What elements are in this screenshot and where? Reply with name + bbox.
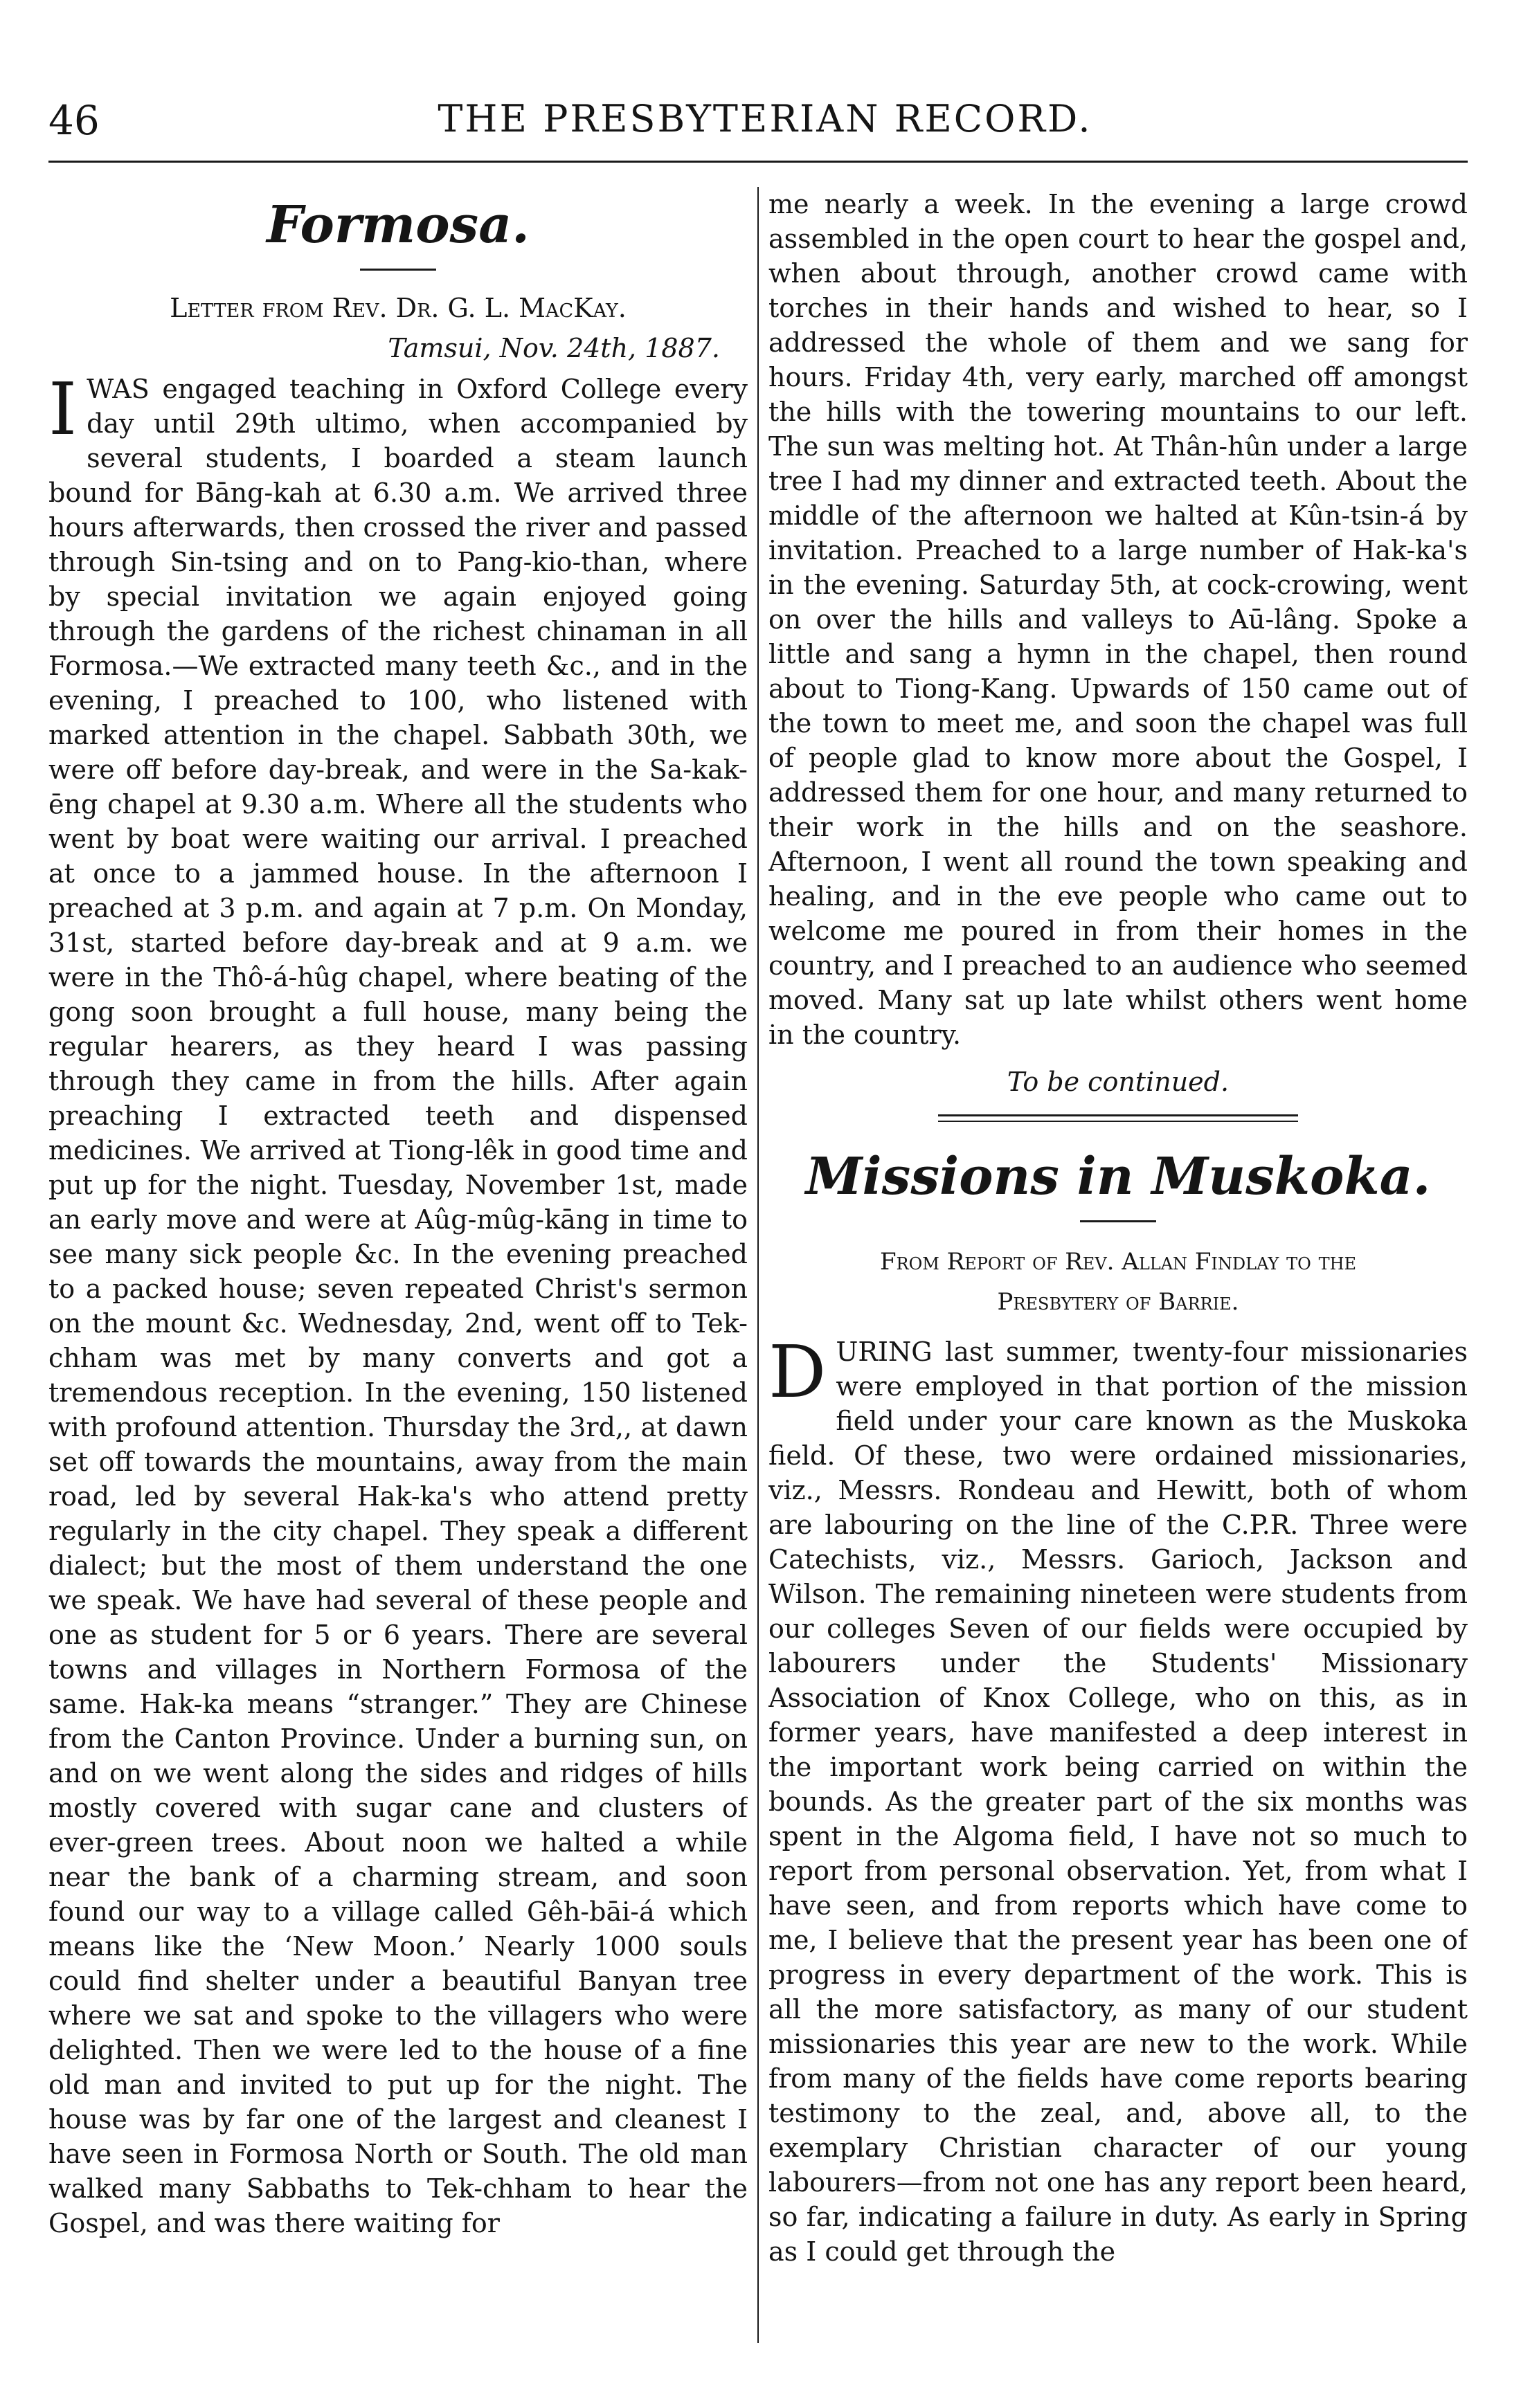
muskoka-text: URING last summer, twenty-four missionaries were employed in that portion of the mission field under your care known as the Muskoka field. Of these, two were ordained missionaries, viz., Messrs. Rondeau and Hewitt, both of whom are labouring on the line of the C.P.R. Three were Catechists, viz., Messrs. Garioch, Jackson and Wilson. The remaining nineteen were students from our colleges Seven of our fields were occupied by labourers under the Students' Missionary Association of Knox College, who on this, as in former years, have manifested a deep interest in the important work being carried on within the bounds. As the greater part of the six months was spent in the Algoma field, I have not so much to report from personal observation. Yet, from what I have seen, and from reports which have come to me, I believe that the present year has been one of progress in every department of the work. This is all the more satisfactory, as many of our student missionaries this year are new to the work. While from many of the fields have come reports bearing testimony to the zeal, and, above all, to the exemplary Christian character of our young labourers—from not one has any report been heard, so far, indicating a failure in duty. As early in Spring as I could get through the: [768, 1337, 1468, 2267]
letter-dateline: Tamsui, Nov. 24th, 1887.: [388, 333, 720, 363]
report-heading-line2: Presbytery of Barrie.: [997, 1288, 1239, 1316]
title-rule: [1080, 1220, 1156, 1222]
column-divider: [757, 187, 759, 2343]
muskoka-body: [768, 1330, 1468, 2269]
drop-cap: D: [768, 1330, 827, 1414]
left-column: [48, 187, 748, 2346]
formosa-body-left: [48, 367, 748, 2240]
title-rule: [360, 269, 436, 271]
report-heading: [768, 1242, 1468, 1322]
formosa-text-left: WAS engaged teaching in Oxford College every day until 29th ultimo, when accompanied by several students, I boarded a steam launch bound for Bāng-kah at 6.30 a.m. We arrived three hours afterwards, then crossed the river and passed through Sin-tsing and on to Pang-kio-than, where by special invitation we again enjoyed going through the gardens of the richest chinaman in all Formosa.—We extracted many teeth &c., and in the evening, I preached to 100, who listened with marked attention in the chapel. Sabbath 30th, we were off before day-break, and were in the Sa-kak-ēng chapel at 9.30 a.m. Where all the students who went by boat were waiting our arrival. I preached at once to a jammed house. In the afternoon I preached at 3 p.m. and again at 7 p.m. On Monday, 31st, started before day-break and at 9 a.m. we were in the Thô-á-hûg chapel, where beating of the gong soon brought a full house, many being the regular hearers, as they heard I was passing through they came in from the hills. After again preaching I extracted teeth and dispensed medicines. We arrived at Tiong-lêk in good time and put up for the night. Tuesday, November 1st, made an early move and were at Aûg-mûg-kāng in time to see many sick people &c. In the evening preached to a packed house; seven repeated Christ's sermon on the mount &c. Wednesday, 2nd, went off to Tek-chham was met by many converts and got a tremendous reception. In the evening, 150 listened with profound attention. Thursday the 3rd,, at dawn set off towards the mountains, away from the main road, led by several Hak-ka's who attend pretty regularly in the city chapel. They speak a different dialect; but the most of them understand the one we speak. We have had several of these people and one as student for 5 or 6 years. There are several towns and villages in Northern Formosa of the same. Hak-ka means “stranger.” They are Chinese from the Canton Province. Under a burning sun, on and on we went along the sides and ridges of hills mostly covered with sugar cane and clusters of ever-green trees. About noon we halted a while near the bank of a charming stream, and soon found our way to a village called Gêh-bāi-á which means like the ‘New Moon.’ Nearly 1000 souls could find shelter under a beautiful Banyan tree where we sat and spoke to the villagers who were delighted. Then we were led to the house of a fine old man and invited to put up for the night. The house was by far one of the largest and cleanest I have seen in Formosa North or South. The old man walked many Sabbaths to Tek-chham to hear the Gospel, and was there waiting for: [48, 374, 748, 2238]
formosa-section-title: Formosa.: [267, 195, 530, 255]
letter-byline: Letter from Rev. Dr. G. L. MacKay.: [170, 293, 627, 323]
page-number: 46: [48, 97, 100, 144]
report-heading-line1: From Report of Rev. Allan Findlay to the: [879, 1248, 1357, 1276]
continued-note: To be continued.: [1007, 1067, 1230, 1097]
running-title: THE PRESBYTERIAN RECORD.: [438, 97, 1092, 141]
formosa-body-right: me nearly a week. In the evening a large crowd assembled in the open court to hear the gospel and, when about through, another crowd came with torches in their hands and wished to hear, so I addressed the whole of them and we sang for hours. Friday 4th, very early, marched off amongst the hills with the towering mountains to our left. The sun was melting hot. At Thân-hûn under a large tree I had my dinner and extracted teeth. About the middle of the afternoon we halted at Kûn-tsin-á by invitation. Preached to a large number of Hak-ka's in the evening. Saturday 5th, at cock-crowing, went on over the hills and valleys to Aū-lâng. Spoke a little and sang a hymn in the chapel, then round about to Tiong-Kang. Upwards of 150 came out of the town to meet me, and soon the chapel was full of people glad to know more about the Gospel, I addressed them for one hour, and many returned to their work in the hills and on the seashore. Afternoon, I went all round the town speaking and healing, and in the eve people who came out to welcome me poured in from their homes in the country, and I preached to an audience who seemed moved. Many sat up late whilst others went home in the country.: [768, 189, 1468, 1050]
right-column: [768, 187, 1468, 2346]
section-separator: [938, 1114, 1298, 1122]
drop-cap: I: [48, 367, 78, 451]
muskoka-section-title: Missions in Muskoka.: [805, 1147, 1431, 1206]
header-rule: [48, 161, 1468, 163]
